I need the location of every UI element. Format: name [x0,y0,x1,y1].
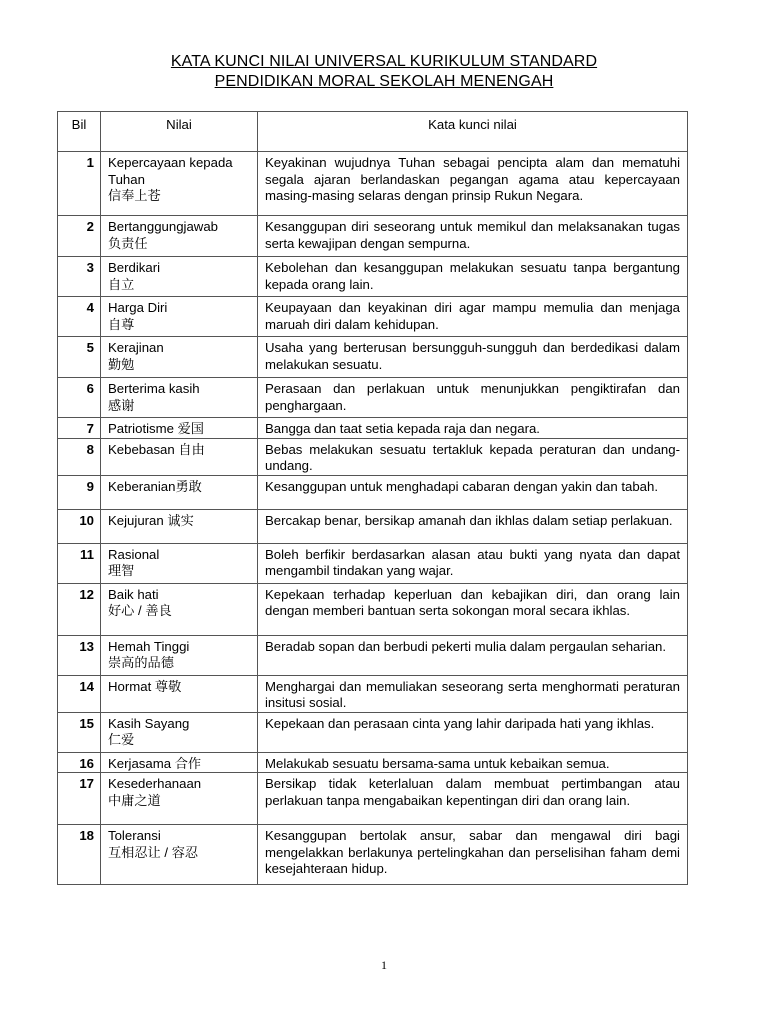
row-kata-kunci [258,543,688,583]
nilai-name: Hemah Tinggi [108,638,190,654]
table-row [58,152,688,216]
table-row [58,438,688,475]
table-row [58,216,688,257]
nilai-chinese: 理智 [108,563,135,578]
row-nilai [101,378,258,418]
nilai-chinese: 崇高的品德 [108,655,174,670]
nilai-chinese: 感谢 [108,397,135,413]
nilai-name: Berterima kasih [108,381,200,396]
kata-kunci-text: Kepekaan terhadap keperluan dan kebajikan diri, dan orang lain dengan memberi bantuan serta sokongan moral secara ikhlas. [265,586,680,618]
kata-kunci-text: Kesanggupan untuk menghadapi cabaran dengan yakin dan tabah. [265,478,659,494]
row-nilai [101,712,258,752]
row-kata-kunci [258,297,688,337]
table-row [58,825,688,885]
row-nilai [101,583,258,635]
nilai-name: Kesederhanaan [108,776,202,791]
row-bil: 11 [58,543,101,583]
nilai-name: Patriotisme 爱国 [108,421,204,436]
row-bil: 16 [58,752,101,773]
table-row [58,675,688,712]
row-bil: 14 [58,675,101,712]
table-row [58,337,688,378]
nilai-name: Rasional [108,546,160,562]
row-nilai [101,418,258,439]
nilai-chinese: 好心 / 善良 [108,603,172,618]
nilai-chinese: 中庸之道 [108,792,161,808]
row-kata-kunci [258,635,688,675]
row-kata-kunci [258,712,688,752]
row-nilai [101,509,258,543]
row-nilai [101,257,258,297]
kata-kunci-text: Usaha yang berterusan bersungguh-sungguh dan berdedikasi dalam melakukan sesuatu. [265,340,680,372]
nilai-name: Kebebasan 自由 [108,441,205,457]
header-nilai: Nilai [101,112,258,152]
table-body [58,152,688,885]
row-nilai [101,216,258,257]
nilai-chinese: 勤勉 [108,356,135,372]
table-row [58,418,688,439]
table-row [58,635,688,675]
nilai-chinese: 自尊 [108,316,135,332]
row-bil: 6 [58,378,101,418]
row-kata-kunci [258,825,688,885]
table-row [58,712,688,752]
table-row [58,297,688,337]
table-row [58,752,688,773]
kata-kunci-text: Kebolehan dan kesanggupan melakukan sesuatu tanpa bergantung kepada orang lain. [265,260,680,292]
nilai-name: Harga Diri [108,300,168,315]
kata-kunci-text: Bangga dan taat setia kepada raja dan negara. [265,421,540,436]
row-bil: 5 [58,337,101,378]
row-bil: 3 [58,257,101,297]
title-line-1: KATA KUNCI NILAI UNIVERSAL KURIKULUM STANDARD [170,53,598,70]
row-bil: 17 [58,773,101,825]
nilai-chinese: 负责任 [108,235,148,251]
row-bil: 1 [58,152,101,216]
nilai-name: Berdikari [108,260,161,275]
row-kata-kunci [258,216,688,257]
header-bil: Bil [58,112,101,152]
row-nilai [101,825,258,885]
kata-kunci-text: Perasaan dan perlakuan untuk menunjukkan pengiktirafan dan penghargaan. [265,381,680,413]
row-kata-kunci [258,257,688,297]
page-number: 1 [381,958,387,972]
table-row [58,543,688,583]
row-nilai [101,635,258,675]
row-nilai [101,752,258,773]
row-kata-kunci [258,418,688,439]
nilai-name: Kasih Sayang [108,715,190,731]
nilai-name: Kepercayaan kepada Tuhan [108,155,233,187]
table-row [58,583,688,635]
kata-kunci-text: Bebas melakukan sesuatu tertakluk kepada peraturan dan undang-undang. [265,441,680,473]
row-kata-kunci [258,583,688,635]
row-bil: 8 [58,438,101,475]
row-bil: 13 [58,635,101,675]
row-bil: 9 [58,475,101,509]
row-kata-kunci [258,773,688,825]
row-nilai [101,438,258,475]
row-kata-kunci [258,152,688,216]
row-bil: 4 [58,297,101,337]
kata-kunci-text: Bercakap benar, bersikap amanah dan ikhlas dalam setiap perlakuan. [265,512,673,528]
nilai-name: Hormat 尊敬 [108,678,182,694]
header-kata-kunci: Kata kunci nilai [258,112,688,152]
kata-kunci-text: Menghargai dan memuliakan seseorang serta menghormati peraturan insitusi sosial. [265,678,680,710]
nilai-name: Bertanggungjawab [108,219,218,234]
kata-kunci-text: Melakukab sesuatu bersama-sama untuk kebaikan semua. [265,755,610,771]
title-line-2: PENDIDIKAN MORAL SEKOLAH MENENGAH [214,73,554,90]
row-bil: 10 [58,509,101,543]
nilai-chinese: 仁爱 [108,732,135,747]
row-nilai [101,337,258,378]
row-bil: 7 [58,418,101,439]
kata-kunci-text: Boleh berfikir berdasarkan alasan atau bukti yang nyata dan dapat mengambil tindakan yang wajar. [265,546,680,578]
row-nilai [101,152,258,216]
row-bil: 15 [58,712,101,752]
document-title [0,52,768,92]
nilai-name: Kejujuran 诚实 [108,512,194,528]
row-bil: 12 [58,583,101,635]
row-kata-kunci [258,475,688,509]
nilai-chinese: 信奉上苍 [108,188,161,203]
nilai-chinese: 互相忍让 / 容忍 [108,844,199,860]
row-nilai [101,773,258,825]
kata-kunci-text: Keyakinan wujudnya Tuhan sebagai pencipta alam dan mematuhi segala ajaran berlandaskan pegangan agama atau kepercayaan masing-masing selaras dengan prinsip Rukun Negara. [265,155,680,203]
nilai-name: Kerajinan [108,340,164,355]
row-nilai [101,543,258,583]
kata-kunci-text: Kesanggupan bertolak ansur, sabar dan mengawal diri bagi mengelakkan berlakunya pertelingkahan dan perselisihan faham demi kesejahteraan hidup. [265,828,680,876]
row-nilai [101,475,258,509]
row-bil: 2 [58,216,101,257]
table-row [58,257,688,297]
table-row [58,378,688,418]
row-kata-kunci [258,438,688,475]
kata-kunci-text: Bersikap tidak keterlaluan dalam membuat pertimbangan atau perlakuan tanpa mengabaikan kepentingan diri dan orang lain. [265,776,680,808]
row-nilai [101,675,258,712]
nilai-chinese: 自立 [108,276,135,292]
kata-kunci-text: Beradab sopan dan berbudi pekerti mulia dalam pergaulan seharian. [265,638,667,654]
kata-kunci-text: Kesanggupan diri seseorang untuk memikul dan melaksanakan tugas serta kewajipan dengan sempurna. [265,219,680,251]
row-bil: 18 [58,825,101,885]
row-kata-kunci [258,509,688,543]
nilai-name: Kerjasama 合作 [108,755,202,771]
kata-kunci-text: Keupayaan dan keyakinan diri agar mampu memulia dan menjaga maruah diri dalam kehidupan. [265,300,680,332]
table-row [58,475,688,509]
table-row [58,509,688,543]
row-kata-kunci [258,675,688,712]
kata-kunci-text: Kepekaan dan perasaan cinta yang lahir daripada hati yang ikhlas. [265,715,655,731]
nilai-name: Toleransi [108,828,161,843]
nilai-name: Keberanian勇敢 [108,478,202,494]
row-nilai [101,297,258,337]
nilai-name: Baik hati [108,586,159,602]
row-kata-kunci [258,752,688,773]
table-header-row [58,112,688,152]
values-table [57,111,688,885]
row-kata-kunci [258,378,688,418]
table-row [58,773,688,825]
row-kata-kunci [258,337,688,378]
